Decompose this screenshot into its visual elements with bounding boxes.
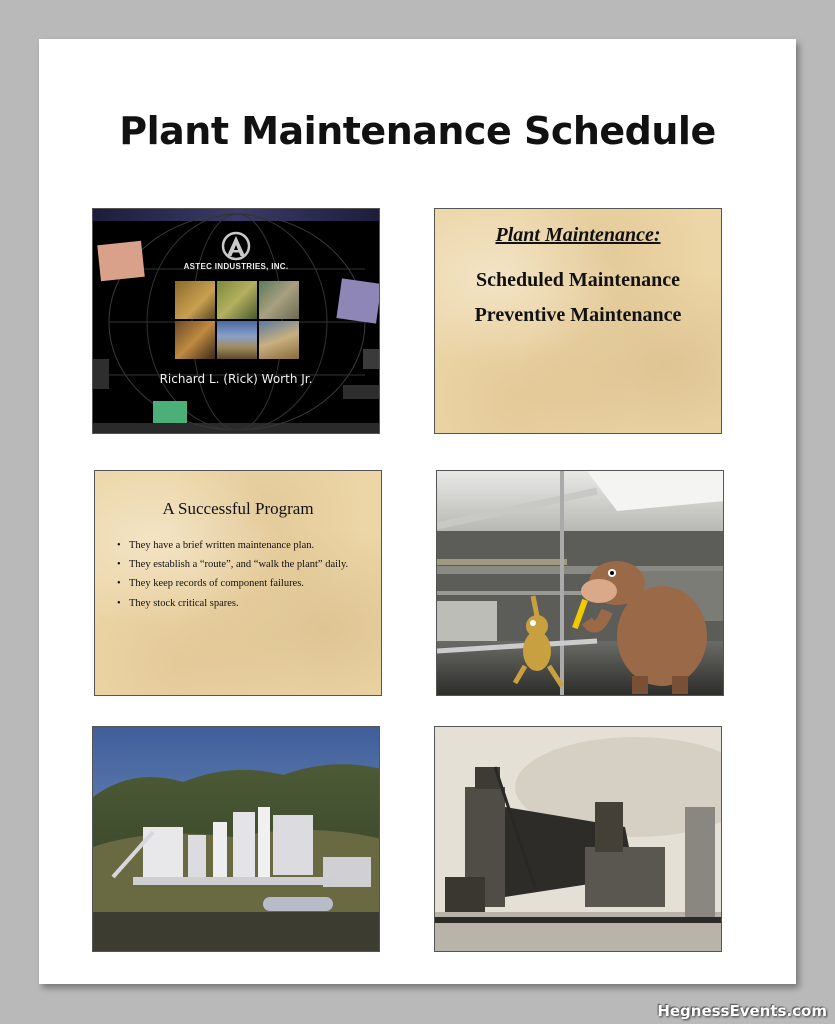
- topics-slide: [434, 208, 722, 434]
- list-item: • They keep records of component failures.: [117, 577, 362, 591]
- title-slide: [92, 208, 380, 434]
- page-title: Plant Maintenance Schedule: [119, 109, 716, 153]
- watermark: HegnessEvents.com: [657, 1002, 827, 1020]
- old-plant-photo-slide: [434, 726, 722, 952]
- topic-scheduled: Scheduled Maintenance: [476, 269, 680, 291]
- vintage-plant-photo: [435, 727, 722, 952]
- astec-logo-icon: [221, 231, 251, 261]
- list-item: • They have a brief written maintenance plan.: [117, 539, 362, 553]
- program-slide: [94, 470, 382, 696]
- plant-photo-slide: [92, 726, 380, 952]
- slide-heading: Plant Maintenance:: [495, 224, 661, 246]
- cartoon-ape-image: [437, 471, 724, 696]
- bullet-list: [117, 539, 362, 616]
- slide-heading: A Successful Program: [162, 499, 314, 518]
- document-page: [39, 39, 796, 984]
- presenter-name: Richard L. (Rick) Worth Jr.: [159, 372, 313, 386]
- cartoon-slide: [436, 470, 724, 696]
- company-name: ASTEC INDUSTRIES, INC.: [183, 262, 289, 271]
- asphalt-plant-photo: [93, 727, 380, 952]
- list-item: • They stock critical spares.: [117, 597, 362, 611]
- photo-collage: [175, 281, 299, 361]
- list-item: • They establish a “route”, and “walk the plant” daily.: [117, 558, 362, 572]
- topic-preventive: Preventive Maintenance: [474, 304, 682, 326]
